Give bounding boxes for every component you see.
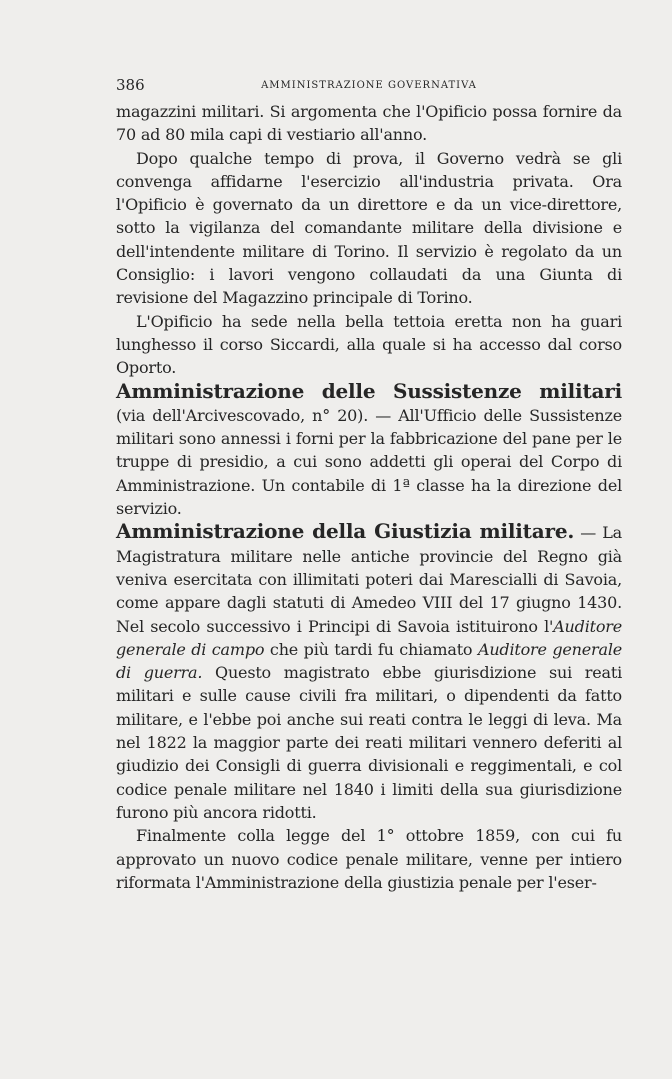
section-heading-giustizia: Amministrazione della Giustizia militare. — [116, 519, 575, 544]
section-text-sussistenze: (via dell'Arcivescovado, n° 20). — All'Ufficio delle Sussistenze militari sono annessi i forni per la fabbricazione del pane per le truppe di presidio, a cui sono addetti gli operai del Corpo di Amministrazione. Un contabile di 1ª classe ha la direzione del servizio. — [116, 405, 622, 519]
section-giustizia — [116, 520, 622, 824]
section-text-giustizia-b: che più tardi fu chiamato — [264, 639, 478, 659]
paragraph-opificio-location: L'Opificio ha sede nella bella tettoia eretta non ha guari lunghesso il corso Siccardi, alla quale si ha accesso dal corso Oporto. — [116, 311, 622, 378]
paragraph-codice-1859: Finalmente colla legge del 1° ottobre 1859, con cui fu approvato un nuovo codice penale militare, venne per intiero riformata l'Amministrazione della giustizia penale per l'eser- — [116, 826, 622, 892]
section-sussistenze — [116, 380, 622, 521]
section-text-giustizia-a: — La Magistratura militare nelle antiche provincie del Regno già veniva esercitata con illimitati poteri dai Marescialli di Savoia, come appare dagli statuti di Amedeo VIII del 17 giugno 1430. Nel secolo successivo i Principi di Savoia istituirono l' — [116, 523, 622, 636]
italic-auditore-guerra: Auditore generale di guerra. — [116, 639, 623, 683]
italic-auditore-campo: Auditore generale di campo — [116, 616, 622, 659]
body-text — [116, 100, 622, 894]
page-header — [116, 76, 622, 94]
paragraph-opificio-governance: Dopo qualche tempo di prova, il Governo vedrà se gli convenga affidarne l'esercizio all'industria privata. Ora l'Opificio è governato da un direttore e da un vice-direttore, sotto la vigilanza del comandante militare della divisione e dell'intendente militare di Torino. Il servizio è regolato da un Consiglio: i lavori vengono collaudati da una Giunta di revisione del Magazzino principale di Torino. — [116, 148, 622, 308]
running-head: AMMINISTRAZIONE GOVERNATIVA — [261, 80, 477, 91]
paragraph-opificio-capacity: magazzini militari. Si argomenta che l'Opificio possa fornire da 70 ad 80 mila capi di vestiario all'anno. — [116, 102, 622, 145]
section-text-giustizia-c: Questo magistrato ebbe giurisdizione sui reati militari e sulle cause civili fra militari, o dipendenti da fatto militare, e l'ebbe poi anche sui reati contra le leggi di leva. Ma nel 1822 la maggior parte dei reati militari vennero deferiti al giudizio dei Consigli di guerra divisionali e reggimentali, e col codice penale militare nel 1840 i limiti della sua giurisdizione furono più ancora ridotti. — [116, 663, 622, 822]
page-number: 386 — [116, 76, 145, 94]
section-heading-sussistenze: Amministrazione delle Sussistenze militari — [116, 378, 622, 403]
